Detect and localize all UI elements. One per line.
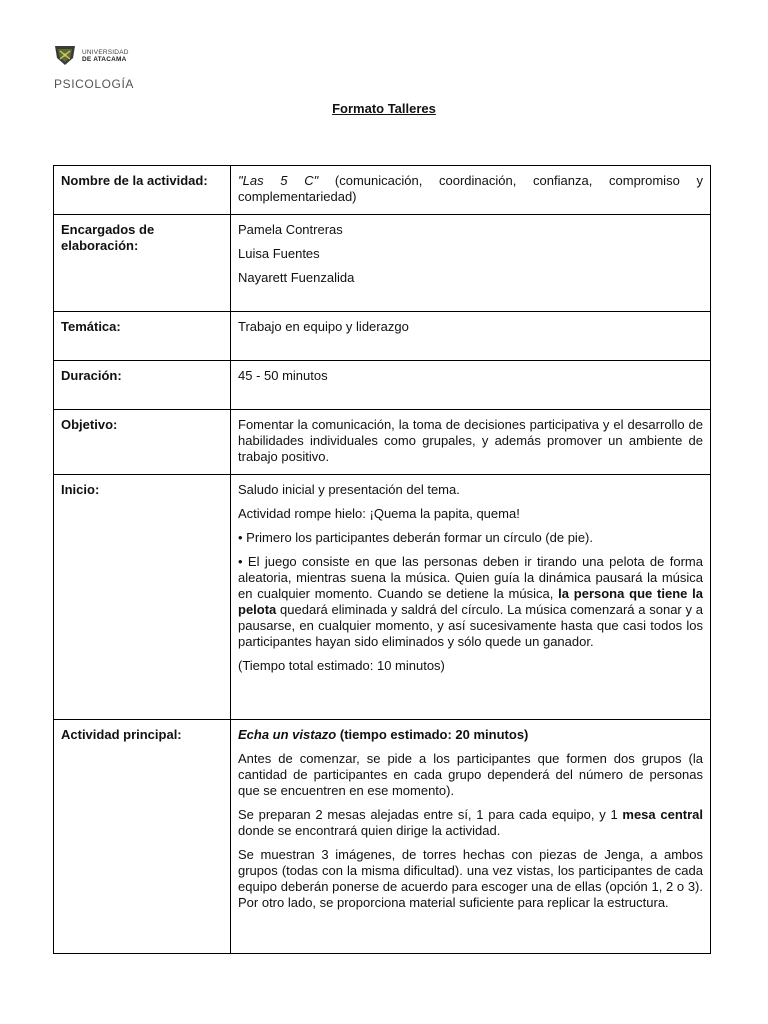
- logo-university-line1: UNIVERSIDAD: [82, 49, 129, 56]
- logo-university-name: [82, 49, 129, 63]
- inicio-paragraph: • Primero los participantes deberán formar un círculo (de pie).: [238, 530, 593, 545]
- inicio-text: quedará eliminada y saldrá del círculo. La música comenzará a sonar y a pausarse, en cualquier momento, y así sucesivamente hasta que casi todos los participantes hayan sido eliminados y sólo quede un ganador.: [238, 602, 703, 649]
- value-inicio: [231, 475, 711, 720]
- university-crest-icon: [54, 44, 76, 66]
- activity-name-detail: (comunicación, coordinación, confianza, compromiso y complementariedad): [238, 173, 703, 204]
- value-objetivo: Fomentar la comunicación, la toma de decisiones participativa y el desarrollo de habilidades individuales como grupales, y además promover un ambiente de trabajo positivo.: [231, 410, 711, 475]
- activity-name: "Las 5 C": [238, 173, 319, 188]
- logo-university-line2: DE ATACAMA: [82, 56, 127, 63]
- principal-heading: [238, 727, 703, 743]
- value-nombre: [231, 166, 711, 215]
- principal-emphasis: mesa central: [622, 807, 703, 822]
- label-nombre: Nombre de la actividad:: [54, 166, 231, 215]
- workshop-form-table: [53, 165, 711, 954]
- inicio-paragraph: [238, 554, 703, 650]
- value-duracion: 45 - 50 minutos: [231, 361, 711, 410]
- principal-activity-name: Echa un vistazo: [238, 727, 337, 742]
- university-logo: [54, 44, 174, 94]
- principal-time: (tiempo estimado: 20 minutos): [336, 727, 529, 742]
- value-actividad-principal: [231, 720, 711, 954]
- row-actividad-principal: [54, 720, 711, 954]
- row-encargados: [54, 215, 711, 312]
- inicio-paragraph: Actividad rompe hielo: ¡Quema la papita, quema!: [238, 506, 520, 521]
- principal-text: donde se encontrará quien dirige la actividad.: [238, 823, 501, 838]
- row-objetivo: [54, 410, 711, 475]
- encargado-name: Nayarett Fuenzalida: [238, 270, 355, 285]
- value-encargados: [231, 215, 711, 312]
- row-nombre: [54, 166, 711, 215]
- label-objetivo: Objetivo:: [54, 410, 231, 475]
- logo-department: PSICOLOGÍA: [54, 77, 135, 91]
- principal-paragraph: Antes de comenzar, se pide a los participantes que formen dos grupos (la cantidad de participantes en cada grupo dependerá del número de personas que se encuentren en ese momento).: [238, 751, 703, 798]
- label-inicio: Inicio:: [54, 475, 231, 720]
- label-duracion: Duración:: [54, 361, 231, 410]
- encargado-name: Luisa Fuentes: [238, 246, 320, 261]
- inicio-emphasis: la persona que tiene la pelota: [238, 586, 703, 617]
- label-actividad-principal: Actividad principal:: [54, 720, 231, 954]
- principal-text: Se preparan 2 mesas alejadas entre sí, 1 para cada equipo, y 1: [238, 807, 623, 822]
- principal-paragraph: [238, 807, 703, 839]
- value-tematica: Trabajo en equipo y liderazgo: [231, 312, 711, 361]
- row-duracion: [54, 361, 711, 410]
- inicio-paragraph: Saludo inicial y presentación del tema.: [238, 482, 460, 497]
- inicio-time-estimate: (Tiempo total estimado: 10 minutos): [238, 658, 445, 673]
- principal-paragraph: Se muestran 3 imágenes, de torres hechas con piezas de Jenga, a ambos grupos (todas con la misma dificultad). una vez vistas, los participantes de cada equipo deberán ponerse de acuerdo para escoger una de ellas (opción 1, 2 o 3). Por otro lado, se proporciona material suficiente para replicar la estructura.: [238, 847, 703, 910]
- inicio-text: • El juego consiste en que las personas deben ir tirando una pelota de forma aleatoria, mientras suena la música. Quien guía la dinámica pausará la música en cualquier momento. Cuando se detiene la música,: [238, 554, 703, 601]
- label-tematica: Temática:: [54, 312, 231, 361]
- document-title: Formato Talleres: [332, 101, 436, 116]
- label-encargados: Encargados de elaboración:: [54, 215, 231, 312]
- row-inicio: [54, 475, 711, 720]
- encargado-name: Pamela Contreras: [238, 222, 343, 237]
- row-tematica: [54, 312, 711, 361]
